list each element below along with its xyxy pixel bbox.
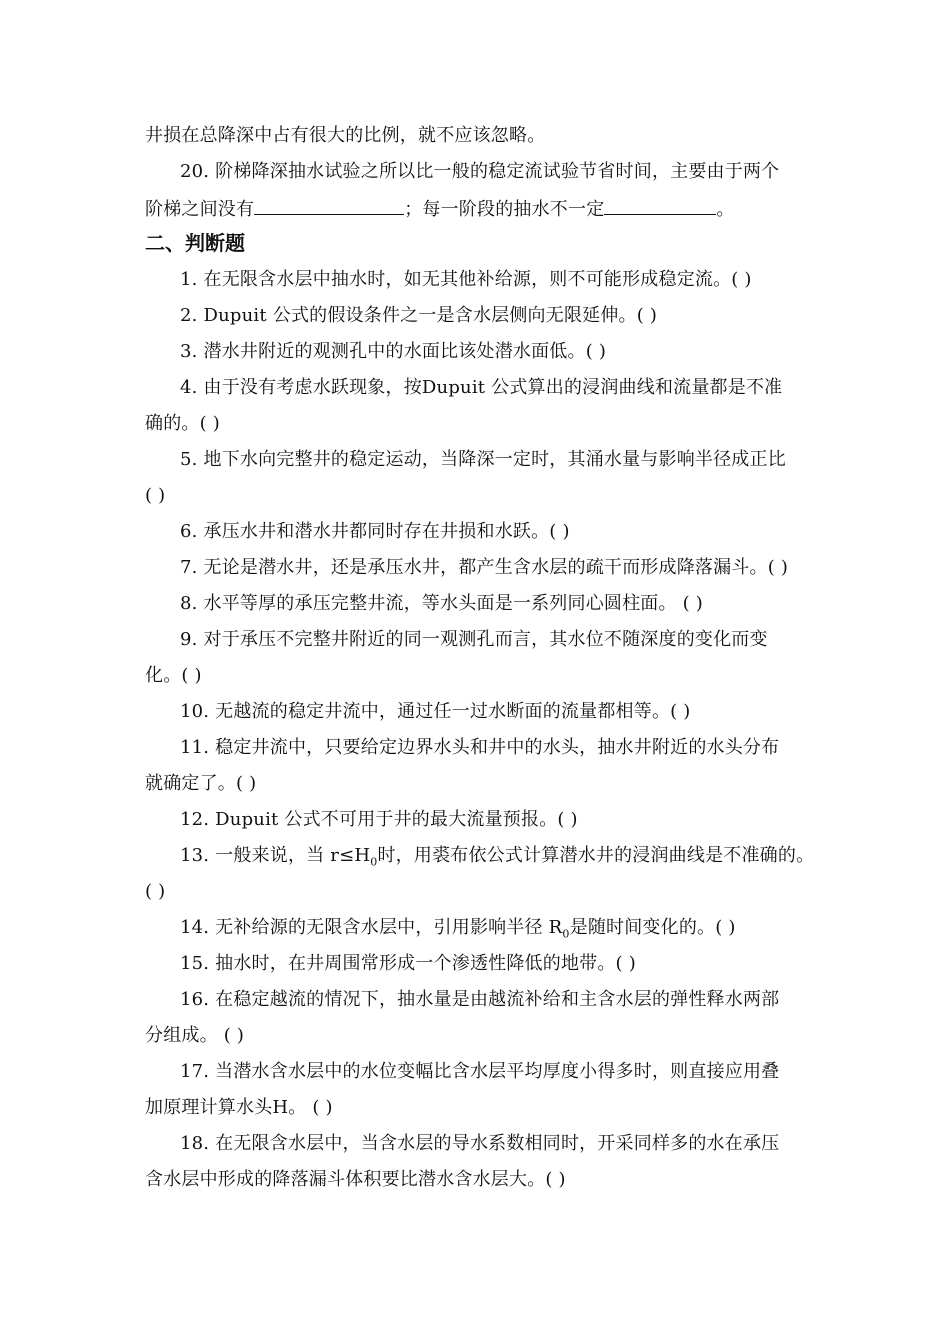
item-13-text-post: 时，用裘布依公式计算潜水井的浸润曲线是不准确的。 (377, 845, 815, 866)
question-20-line-1: 20. 阶梯降深抽水试验之所以比一般的稳定流试验节省时间，主要由于两个 (180, 161, 780, 182)
answer-blank-2[interactable] (604, 196, 716, 215)
item-3: 3. 潜水井附近的观测孔中的水面比该处潜水面低。( ) (180, 341, 607, 362)
item-5-line-1: 5. 地下水向完整井的稳定运动，当降深一定时，其涌水量与影响半径成正比 (180, 449, 786, 470)
item-5-line-2: ( ) (145, 485, 166, 506)
item-14-text-pre: 14. 无补给源的无限含水层中，引用影响半径 R (180, 917, 563, 938)
item-13-line-2: ( ) (145, 881, 166, 902)
item-18-line-2: 含水层中形成的降落漏斗体积要比潜水含水层大。( ) (145, 1169, 566, 1190)
item-14 (180, 916, 736, 947)
item-17-line-1: 17. 当潜水含水层中的水位变幅比含水层平均厚度小得多时，则直接应用叠 (180, 1061, 780, 1082)
item-4-line-1: 4. 由于没有考虑水跃现象，按Dupuit 公式算出的浸润曲线和流量都是不准 (180, 377, 783, 398)
item-8: 8. 水平等厚的承压完整井流，等水头面是一系列同心圆柱面。 ( ) (180, 593, 703, 614)
item-13-line-1 (180, 844, 814, 875)
item-2: 2. Dupuit 公式的假设条件之一是含水层侧向无限延伸。( ) (180, 305, 658, 326)
question-20-text-a: 阶梯之间没有 (145, 199, 255, 220)
item-6: 6. 承压水井和潜水井都同时存在井损和水跃。( ) (180, 521, 570, 542)
item-15: 15. 抽水时，在井周围常形成一个渗透性降低的地带。( ) (180, 953, 636, 974)
item-16-line-2: 分组成。 ( ) (145, 1025, 245, 1046)
item-14-text-post: 是随时间变化的。( ) (569, 917, 736, 938)
item-4-line-2: 确的。( ) (145, 413, 220, 434)
item-17-line-2: 加原理计算水头H。 ( ) (145, 1097, 333, 1118)
item-18-line-1: 18. 在无限含水层中，当含水层的导水系数相同时，开采同样多的水在承压 (180, 1133, 780, 1154)
item-10: 10. 无越流的稳定井流中，通过任一过水断面的流量都相等。( ) (180, 701, 691, 722)
question-19-continuation: 井损在总降深中占有很大的比例，就不应该忽略。 (145, 125, 546, 146)
item-9-line-1: 9. 对于承压不完整井附近的同一观测孔而言，其水位不随深度的变化而变 (180, 629, 768, 650)
item-12: 12. Dupuit 公式不可用于井的最大流量预报。( ) (180, 809, 578, 830)
item-13-subscript: 0 (370, 855, 378, 869)
item-9-line-2: 化。( ) (145, 665, 202, 686)
item-16-line-1: 16. 在稳定越流的情况下，抽水量是由越流补给和主含水层的弹性释水两部 (180, 989, 780, 1010)
item-11-line-1: 11. 稳定井流中，只要给定边界水头和井中的水头，抽水井附近的水头分布 (180, 737, 780, 758)
question-20-line-2 (145, 196, 735, 222)
answer-blank-1[interactable] (254, 196, 404, 215)
item-7: 7. 无论是潜水井，还是承压水井，都产生含水层的疏干而形成降落漏斗。( ) (180, 557, 789, 578)
section-heading: 二、判断题 (145, 231, 245, 255)
item-14-subscript: 0 (562, 927, 570, 941)
item-11-line-2: 就确定了。( ) (145, 773, 257, 794)
item-1: 1. 在无限含水层中抽水时，如无其他补给源，则不可能形成稳定流。( ) (180, 269, 752, 290)
item-13-text-pre: 13. 一般来说，当 r≤H (180, 845, 371, 866)
question-20-text-c: 。 (716, 199, 735, 220)
question-20-text-b: ；每一阶段的抽水不一定 (404, 199, 605, 220)
